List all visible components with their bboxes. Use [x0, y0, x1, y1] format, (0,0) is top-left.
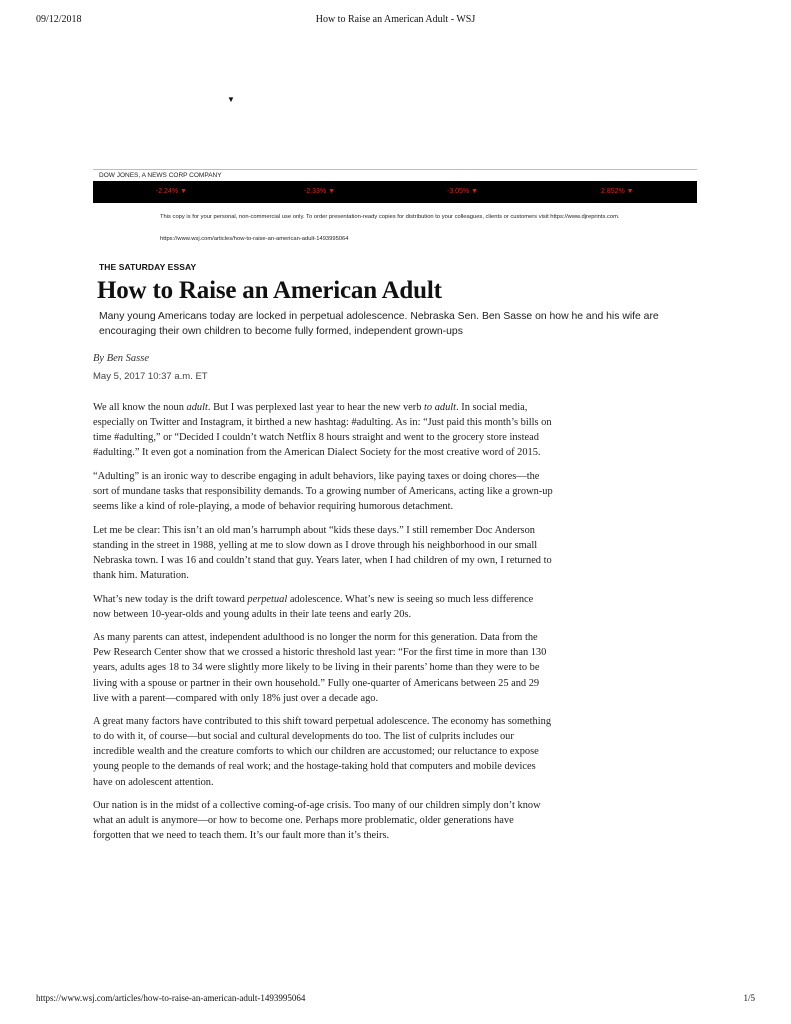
body-paragraph: We all know the noun adult. But I was perplexed last year to hear the new verb to adult. In social media, especially on Twitter and Instagram, it birthed a new hashtag: #adulting. As in: “Just paid this month’s bills on time #adulting,” or “Decided I couldn’t watch Netflix 8 hours straight and went to the grocery store instead #adulting.” It even got a nomination from the American Dialect Society for the most creative word of 2015.	[93, 402, 552, 459]
headline: How to Raise an American Adult	[97, 277, 442, 304]
print-title: How to Raise an American Adult - WSJ	[315, 14, 476, 25]
body-paragraph: Let me be clear: This isn’t an old man’s harrumph about “kids these days.” I still remember Doc Anderson standing in the street in 1988, yelling at me to slow down as I drove through his neighborhood in our small Nebraska town. I was 16 and couldn’t stand that guy. Years later, when I had children of my own, I returned to thank him. Maturation.	[93, 524, 552, 581]
footer-url: https://www.wsj.com/articles/how-to-raise-an-american-adult-1493995064	[36, 993, 306, 1003]
page-number: 1/5	[743, 993, 755, 1003]
body-paragraph: What’s new today is the drift toward perpetual adolescence. What’s new is seeing so much less difference now between 10-year-olds and young adults in their late teens and early 20s.	[93, 593, 534, 620]
body-paragraph: “Adulting” is an ironic way to describe engaging in adult behaviors, like paying taxes or doing chores—the sort of mundane tasks that responsibility demands. To a growing number of Americans, acting like a grown-up seems like a kind of role-playing, a mode of behavior requiring humorous detachment.	[93, 470, 553, 513]
section-kicker[interactable]: THE SATURDAY ESSAY	[99, 262, 197, 272]
emphasis: adult	[186, 402, 208, 413]
article-body	[93, 400, 553, 852]
emphasis: perpetual	[247, 593, 288, 605]
body-paragraph: Our nation is in the midst of a collective coming-of-age crisis. Too many of our children simply don’t know what an adult is anymore—or how to become one. Perhaps more problematic, older generations have forgotten that we need to teach them. It’s our fault more than it’s theirs.	[93, 800, 541, 842]
body-paragraph: A great many factors have contributed to this shift toward perpetual adolescence. The economy has something to do with it, of course—but social and cultural developments do too. The list of culprits includes our incredible wealth and the creature comforts to which our children are accustomed; our reluctance to expose young people to the demands of real work; and the hostage-taking hold that computers and mobile devices have on adolescent attention.	[93, 716, 552, 788]
publish-date: May 5, 2017 10:37 a.m. ET	[93, 371, 208, 382]
market-ticker	[93, 181, 697, 203]
byline[interactable]: By Ben Sasse	[93, 353, 149, 364]
dek-summary: Many young Americans today are locked in perpetual adolescence. Nebraska Sen. Ben Sasse on how he and his wife are encouraging their own children to become fully formed, independent grown-ups	[99, 311, 659, 337]
body-paragraph: As many parents can attest, independent adulthood is no longer the norm for this generation. Data from the Pew Research Center show that we crossed a historic threshold last year: “For the first time in more than 130 years, adults ages 18 to 34 were slightly more likely to be living in their parents’ home than they were to be living with a spouse or partner in their own household.” Fully one-quarter of Americans between 25 and 29 live with a parent—compared with only 18% just over a decade ago.	[93, 632, 547, 704]
article-url[interactable]: https://www.wsj.com/articles/how-to-raise-an-american-adult-1493995064	[160, 236, 349, 242]
print-date: 09/12/2018	[36, 14, 82, 25]
ticker-value[interactable]: 2.852% ▼	[601, 188, 634, 195]
ticker-value[interactable]: -3.05% ▼	[447, 188, 479, 195]
dow-jones-bar: DOW JONES, A NEWS CORP COMPANY	[93, 169, 697, 181]
caret-down-icon[interactable]: ▼	[227, 95, 235, 104]
emphasis: to adult	[424, 402, 457, 413]
ticker-value[interactable]: -2.24% ▼	[156, 188, 188, 195]
reprint-notice: This copy is for your personal, non-commercial use only. To order presentation-ready copies for distribution to your colleagues, clients or customers visit https://www.djreprints.com.	[160, 214, 620, 220]
ticker-value[interactable]: -2.33% ▼	[304, 188, 336, 195]
